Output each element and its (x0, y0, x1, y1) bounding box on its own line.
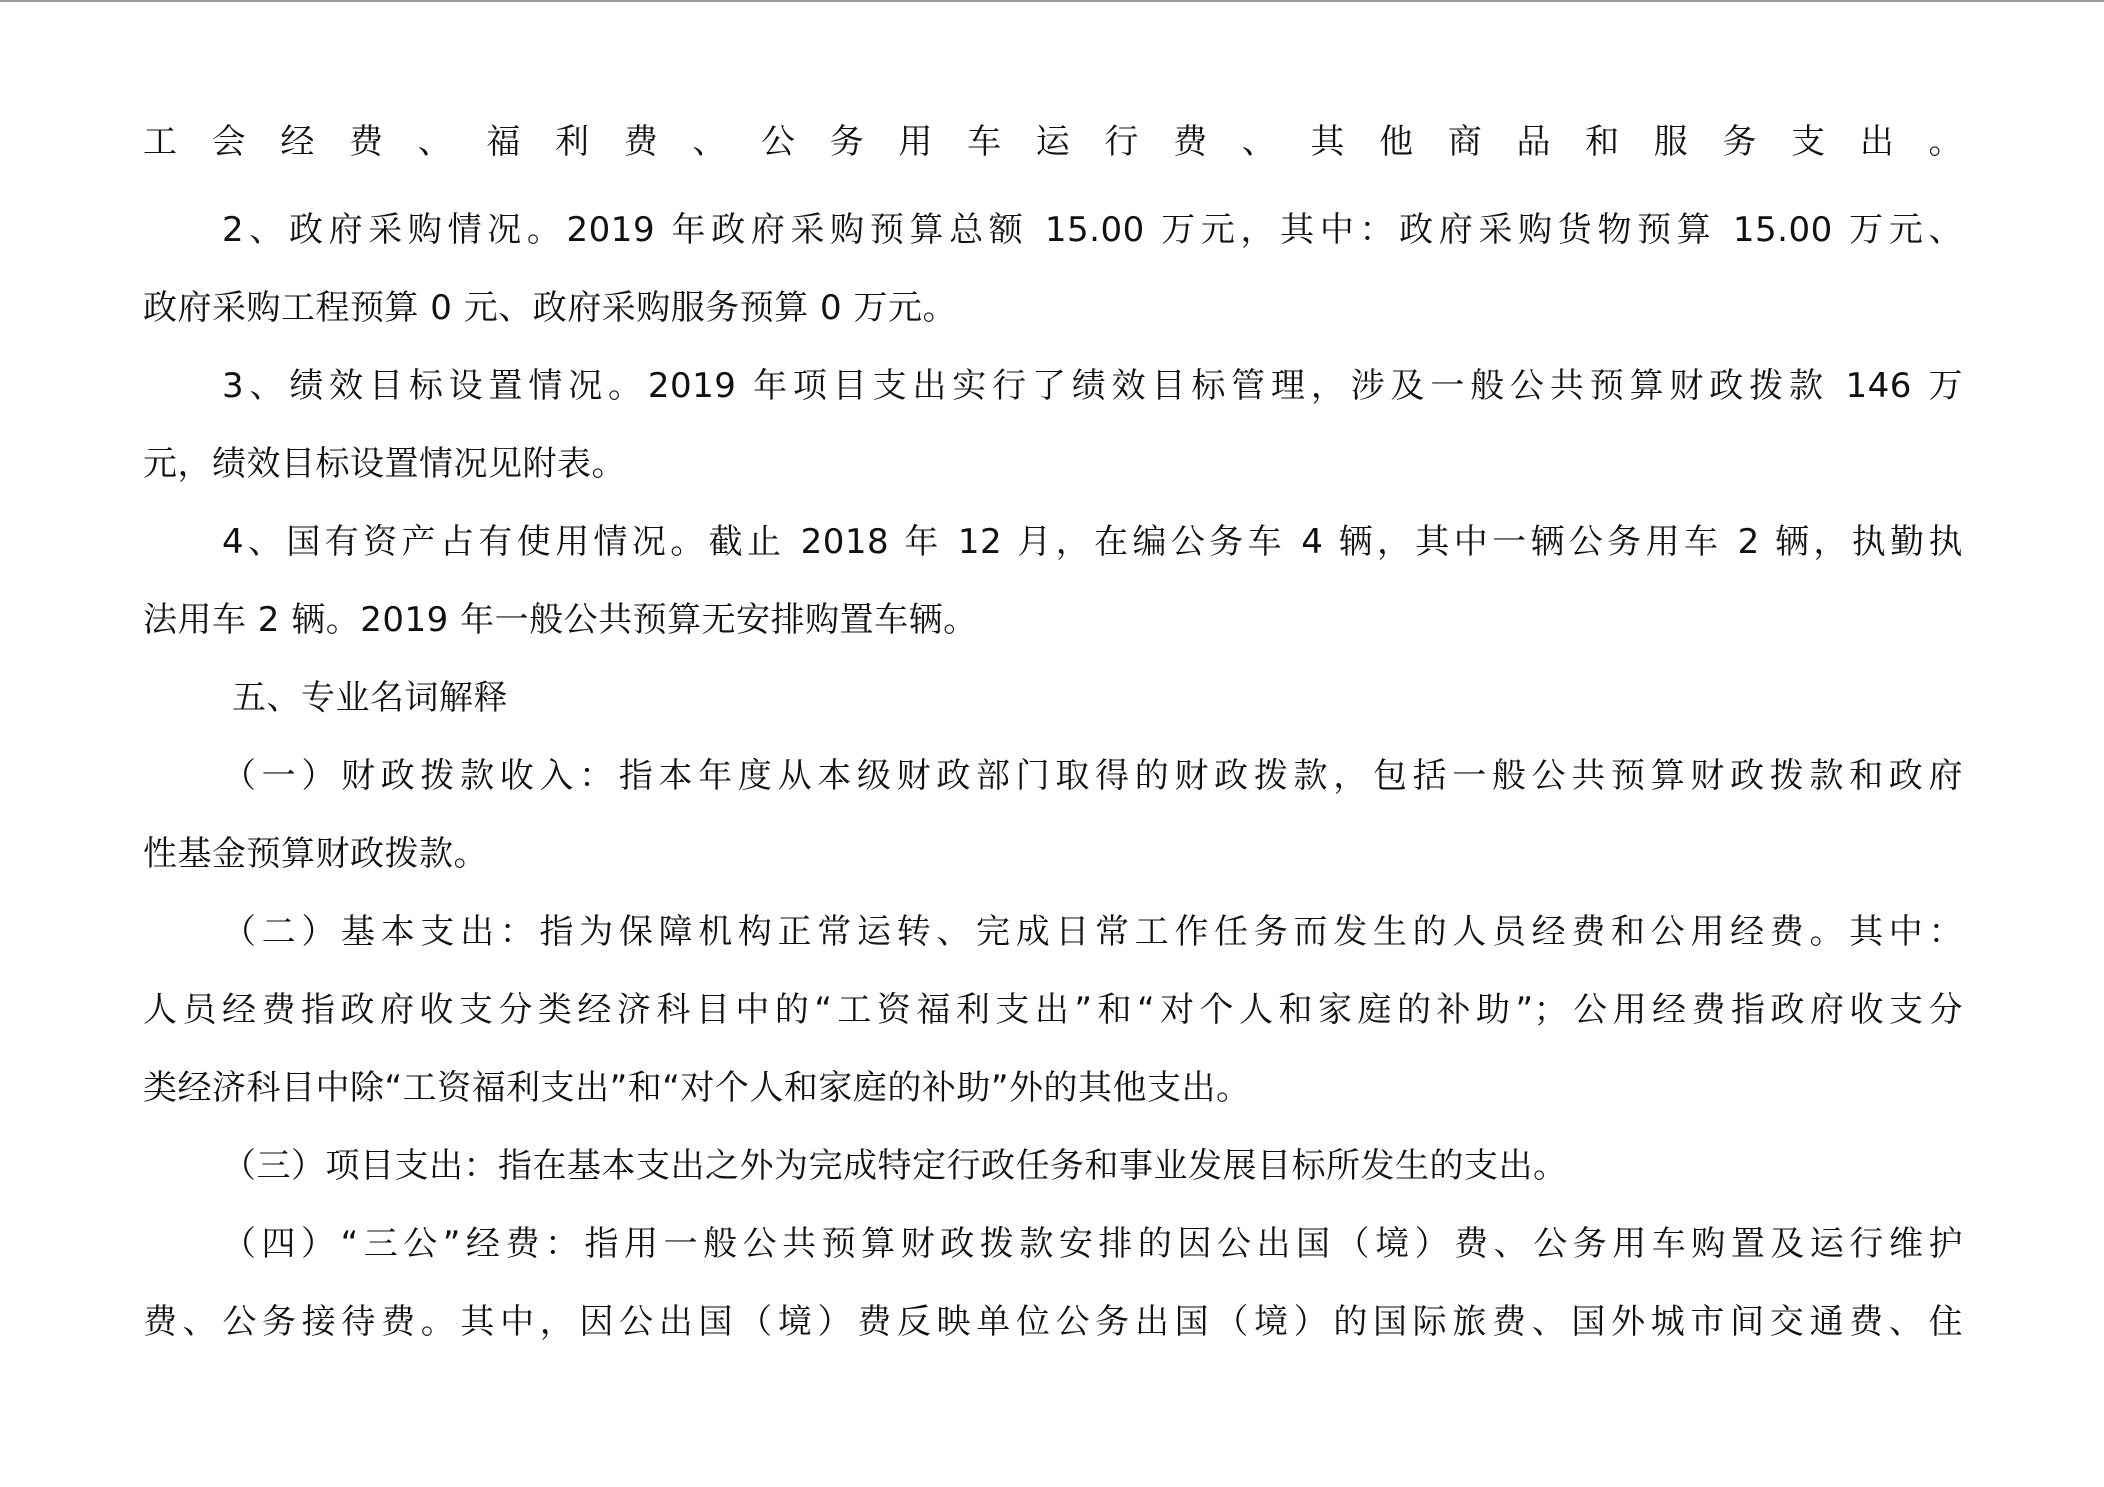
paragraph-project-expenditure: （三）项目支出：指在基本支出之外为完成特定行政任务和事业发展目标所发生的支出。 (222, 1146, 1568, 1186)
paragraph-basic-expenditure: （二）基本支出：指为保障机构正常运转、完成日常工作任务而发生的人员经费和公用经费。其中： (222, 912, 1963, 952)
paragraph-three-public-expenses: （四）“三公”经费：指用一般公共预算财政拨款安排的因公出国（境）费、公务用车购置及运行维护 (222, 1224, 1963, 1264)
paragraph-state-assets: 4、国有资产占有使用情况。截止 2018 年 12 月，在编公务车 4 辆，其中一辆公务用车 2 辆，执勤执 (222, 522, 1963, 562)
section-heading-terms: 五、专业名词解释 (232, 678, 508, 718)
top-border-line (0, 0, 2104, 2)
text-line: 政府采购工程预算 0 元、政府采购服务预算 0 万元。 (143, 288, 957, 328)
text-line: 法用车 2 辆。2019 年一般公共预算无安排购置车辆。 (143, 600, 978, 640)
paragraph-performance-targets: 3、绩效目标设置情况。2019 年项目支出实行了绩效目标管理，涉及一般公共预算财政拨款 146 万 (222, 366, 1963, 406)
paragraph-fiscal-appropriation: （一）财政拨款收入：指本年度从本级财政部门取得的财政拨款，包括一般公共预算财政拨款和政府 (222, 756, 1963, 796)
text-line: 性基金预算财政拨款。 (143, 834, 488, 874)
text-line: 类经济科目中除“工资福利支出”和“对个人和家庭的补助”外的其他支出。 (143, 1068, 1251, 1108)
text-line: 人员经费指政府收支分类经济科目中的“工资福利支出”和“对个人和家庭的补助”；公用经费指政府收支分 (143, 990, 1963, 1030)
text-line: 工会经费、福利费、公务用车运行费、其他商品和服务支出。 (143, 122, 1963, 162)
text-line: 元，绩效目标设置情况见附表。 (143, 444, 626, 484)
paragraph-government-procurement: 2、政府采购情况。2019 年政府采购预算总额 15.00 万元，其中：政府采购货物预算 15.00 万元、 (222, 210, 1963, 250)
text-line: 费、公务接待费。其中，因公出国（境）费反映单位公务出国（境）的国际旅费、国外城市间交通费、住 (143, 1302, 1963, 1342)
